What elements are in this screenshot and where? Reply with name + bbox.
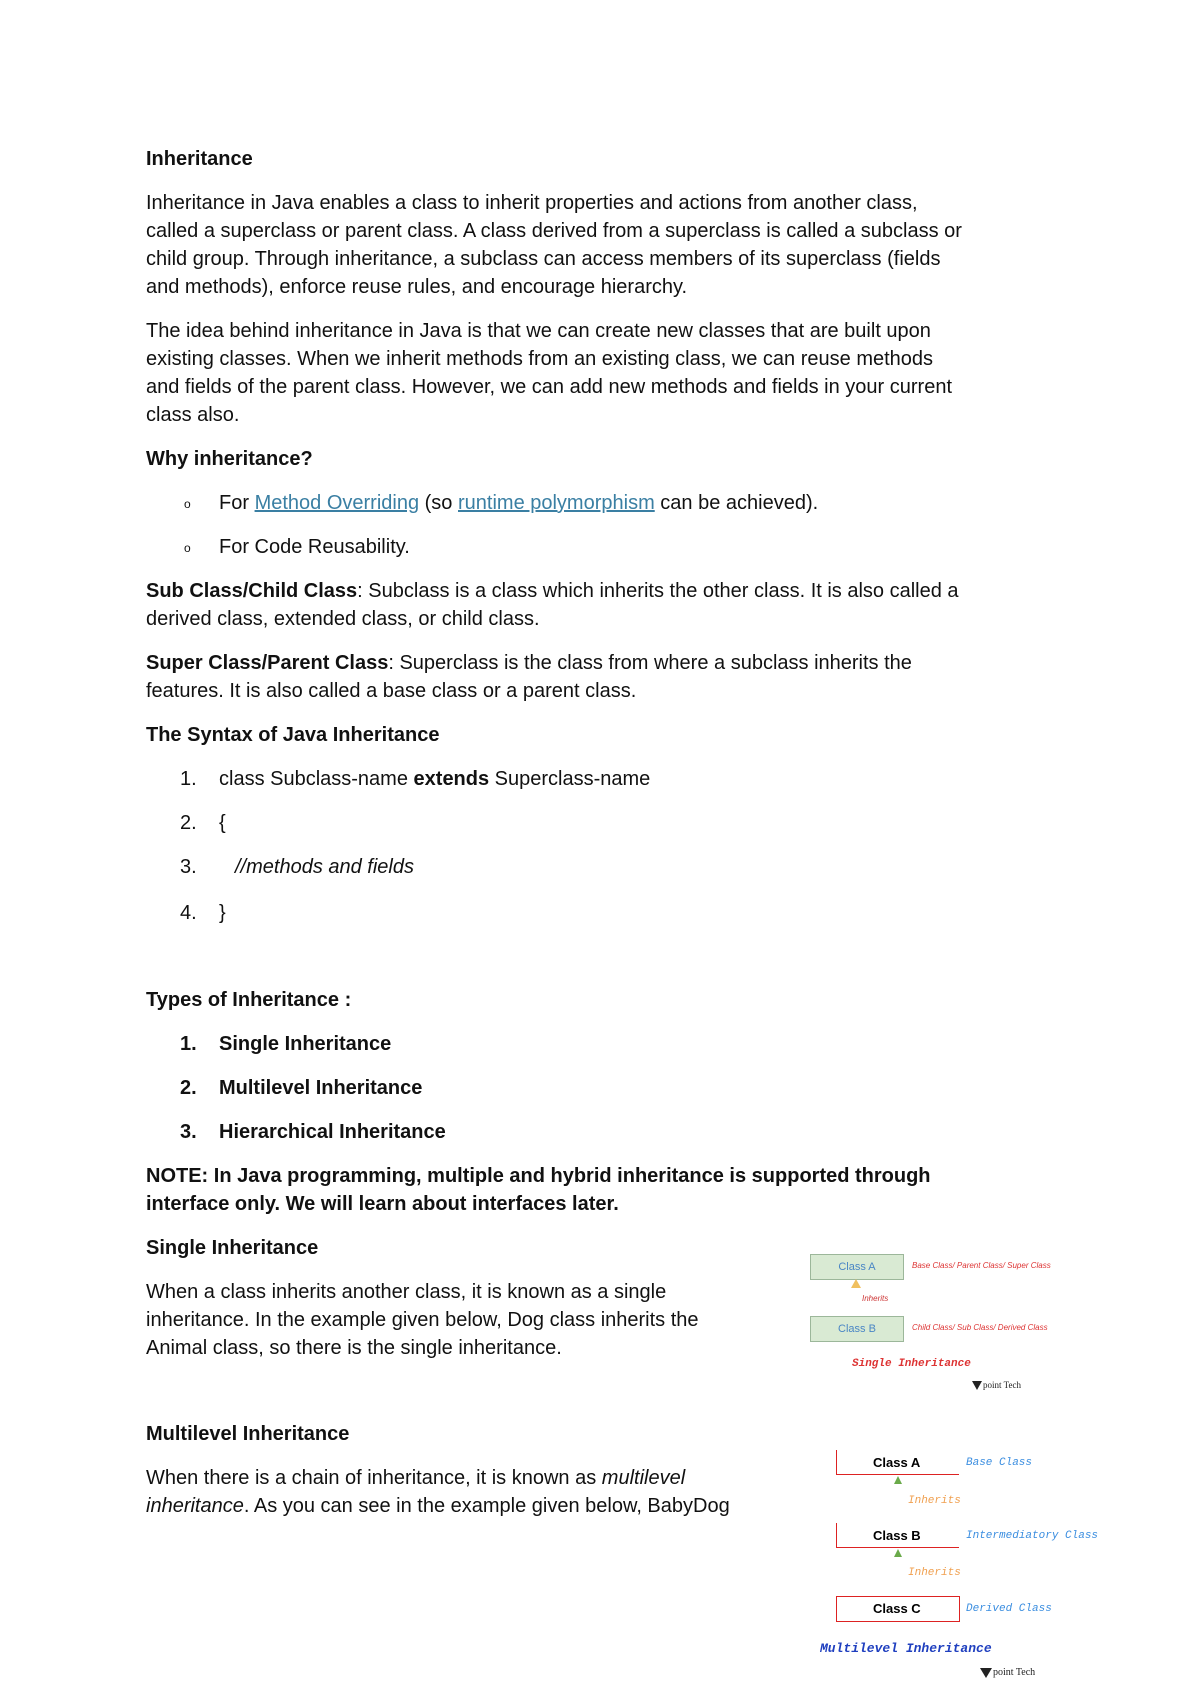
subclass-text: : Subclass is a class which inherits the other class. It is also called a — [357, 580, 959, 602]
syntax-line-number: 4. — [180, 902, 197, 924]
why-item-1 — [219, 489, 818, 517]
type-number: 1. — [180, 1033, 197, 1055]
type-number: 2. — [180, 1077, 197, 1099]
intro-line: called a superclass or parent class. A class derived from a superclass is called a subclass or — [146, 220, 962, 242]
inherits-arrow — [893, 1476, 903, 1485]
superclass-term: Super Class/Parent Class — [146, 652, 389, 674]
logo-icon — [972, 1381, 982, 1391]
subclass-text: derived class, extended class, or child class. — [146, 608, 540, 630]
idea-line: and fields of the parent class. However, we can add new methods and fields in your current — [146, 376, 953, 398]
inherits-arrow — [850, 1279, 862, 1291]
class-a-label: Class A — [873, 1455, 921, 1470]
syntax-line-1 — [219, 765, 650, 793]
class-b-box: Class B — [810, 1316, 904, 1342]
syntax-line-3: //methods and fields — [235, 856, 414, 878]
idea-line: The idea behind inheritance in Java is that we can create new classes that are built upon — [146, 320, 931, 342]
syntax-text: class Subclass-name — [219, 768, 414, 790]
syntax-line-number: 3. — [180, 856, 197, 878]
single-paragraph — [146, 1278, 786, 1362]
type-item: Single Inheritance — [219, 1033, 392, 1055]
why-item-text: For — [219, 492, 255, 514]
multilevel-heading: Multilevel Inheritance — [146, 1423, 350, 1445]
method-overriding-link[interactable]: Method Overriding — [254, 492, 420, 514]
class-a-box: Class A — [810, 1254, 904, 1280]
runtime-polymorphism-link[interactable]: runtime polymorphism — [458, 492, 655, 514]
heading-inheritance: Inheritance — [146, 148, 253, 170]
class-c-label: Class C — [873, 1601, 921, 1616]
single-line: inheritance. In the example given below, Dog class inherits the — [146, 1309, 699, 1331]
inheritance-term: inheritance — [146, 1495, 244, 1517]
intro-line: child group. Through inheritance, a subclass can access members of its superclass (fields — [146, 248, 941, 270]
why-heading: Why inheritance? — [146, 448, 313, 470]
multilevel-paragraph — [146, 1464, 806, 1520]
type-number: 3. — [180, 1121, 197, 1143]
type-item: Multilevel Inheritance — [219, 1077, 423, 1099]
single-line: When a class inherits another class, it is known as a single — [146, 1281, 667, 1303]
class-c-note: Derived Class — [966, 1603, 1052, 1615]
inherits-label: Inherits — [862, 1294, 889, 1303]
superclass-definition — [146, 649, 1076, 705]
extends-keyword: extends — [413, 768, 490, 790]
subclass-term: Sub Class/Child Class — [146, 580, 358, 602]
syntax-line-number: 2. — [180, 812, 197, 834]
intro-line: and methods), enforce reuse rules, and encourage hierarchy. — [146, 276, 688, 298]
idea-paragraph — [146, 317, 1076, 429]
superclass-text: : Superclass is the class from where a subclass inherits the — [388, 652, 912, 674]
single-caption: Single Inheritance — [852, 1358, 971, 1370]
multilevel-text: . As you can see in the example given below, BabyDog — [243, 1495, 730, 1517]
why-item-text: can be achieved). — [654, 492, 819, 514]
bullet-marker: o — [184, 497, 191, 511]
superclass-text: features. It is also called a base class or a parent class. — [146, 680, 637, 702]
class-a-note: Base Class — [966, 1457, 1033, 1469]
types-heading: Types of Inheritance : — [146, 989, 352, 1011]
single-heading: Single Inheritance — [146, 1237, 319, 1259]
type-item: Hierarchical Inheritance — [219, 1121, 446, 1143]
multilevel-text: When there is a chain of inheritance, it is known as — [146, 1467, 602, 1489]
intro-paragraph — [146, 189, 1076, 301]
class-a-note: Base Class/ Parent Class/ Super Class — [912, 1261, 1051, 1270]
syntax-text: Superclass-name — [489, 768, 651, 790]
class-b-note: Child Class/ Sub Class/ Derived Class — [912, 1323, 1048, 1332]
why-item-2: For Code Reusability. — [219, 536, 410, 558]
inherits-label: Inherits — [908, 1495, 961, 1507]
logo-text: point Tech — [993, 1667, 1036, 1678]
class-b-label: Class B — [873, 1528, 921, 1543]
syntax-line-4: } — [219, 902, 226, 924]
syntax-line-number: 1. — [180, 768, 197, 790]
logo-text: point Tech — [983, 1380, 1021, 1390]
idea-line: class also. — [146, 404, 240, 426]
inherits-arrow — [893, 1549, 903, 1558]
multilevel-term: multilevel — [601, 1467, 686, 1489]
multilevel-caption: Multilevel Inheritance — [820, 1641, 992, 1656]
note-line: interface only. We will learn about interfaces later. — [146, 1193, 619, 1215]
idea-line: existing classes. When we inherit methods from an existing class, we can reuse methods — [146, 348, 934, 370]
bullet-marker: o — [184, 541, 191, 555]
note-line: NOTE: In Java programming, multiple and hybrid inheritance is supported through — [146, 1165, 931, 1187]
intro-line: Inheritance in Java enables a class to inherit properties and actions from another class, — [146, 192, 918, 214]
logo-icon — [980, 1668, 992, 1679]
syntax-line-2: { — [219, 812, 226, 834]
class-b-note: Intermediatory Class — [966, 1530, 1099, 1542]
note-paragraph — [146, 1162, 1076, 1218]
why-item-text: (so — [419, 492, 458, 514]
syntax-heading: The Syntax of Java Inheritance — [146, 724, 440, 746]
single-line: Animal class, so there is the single inheritance. — [146, 1337, 562, 1359]
inherits-label: Inherits — [908, 1567, 961, 1579]
subclass-definition — [146, 577, 1076, 633]
